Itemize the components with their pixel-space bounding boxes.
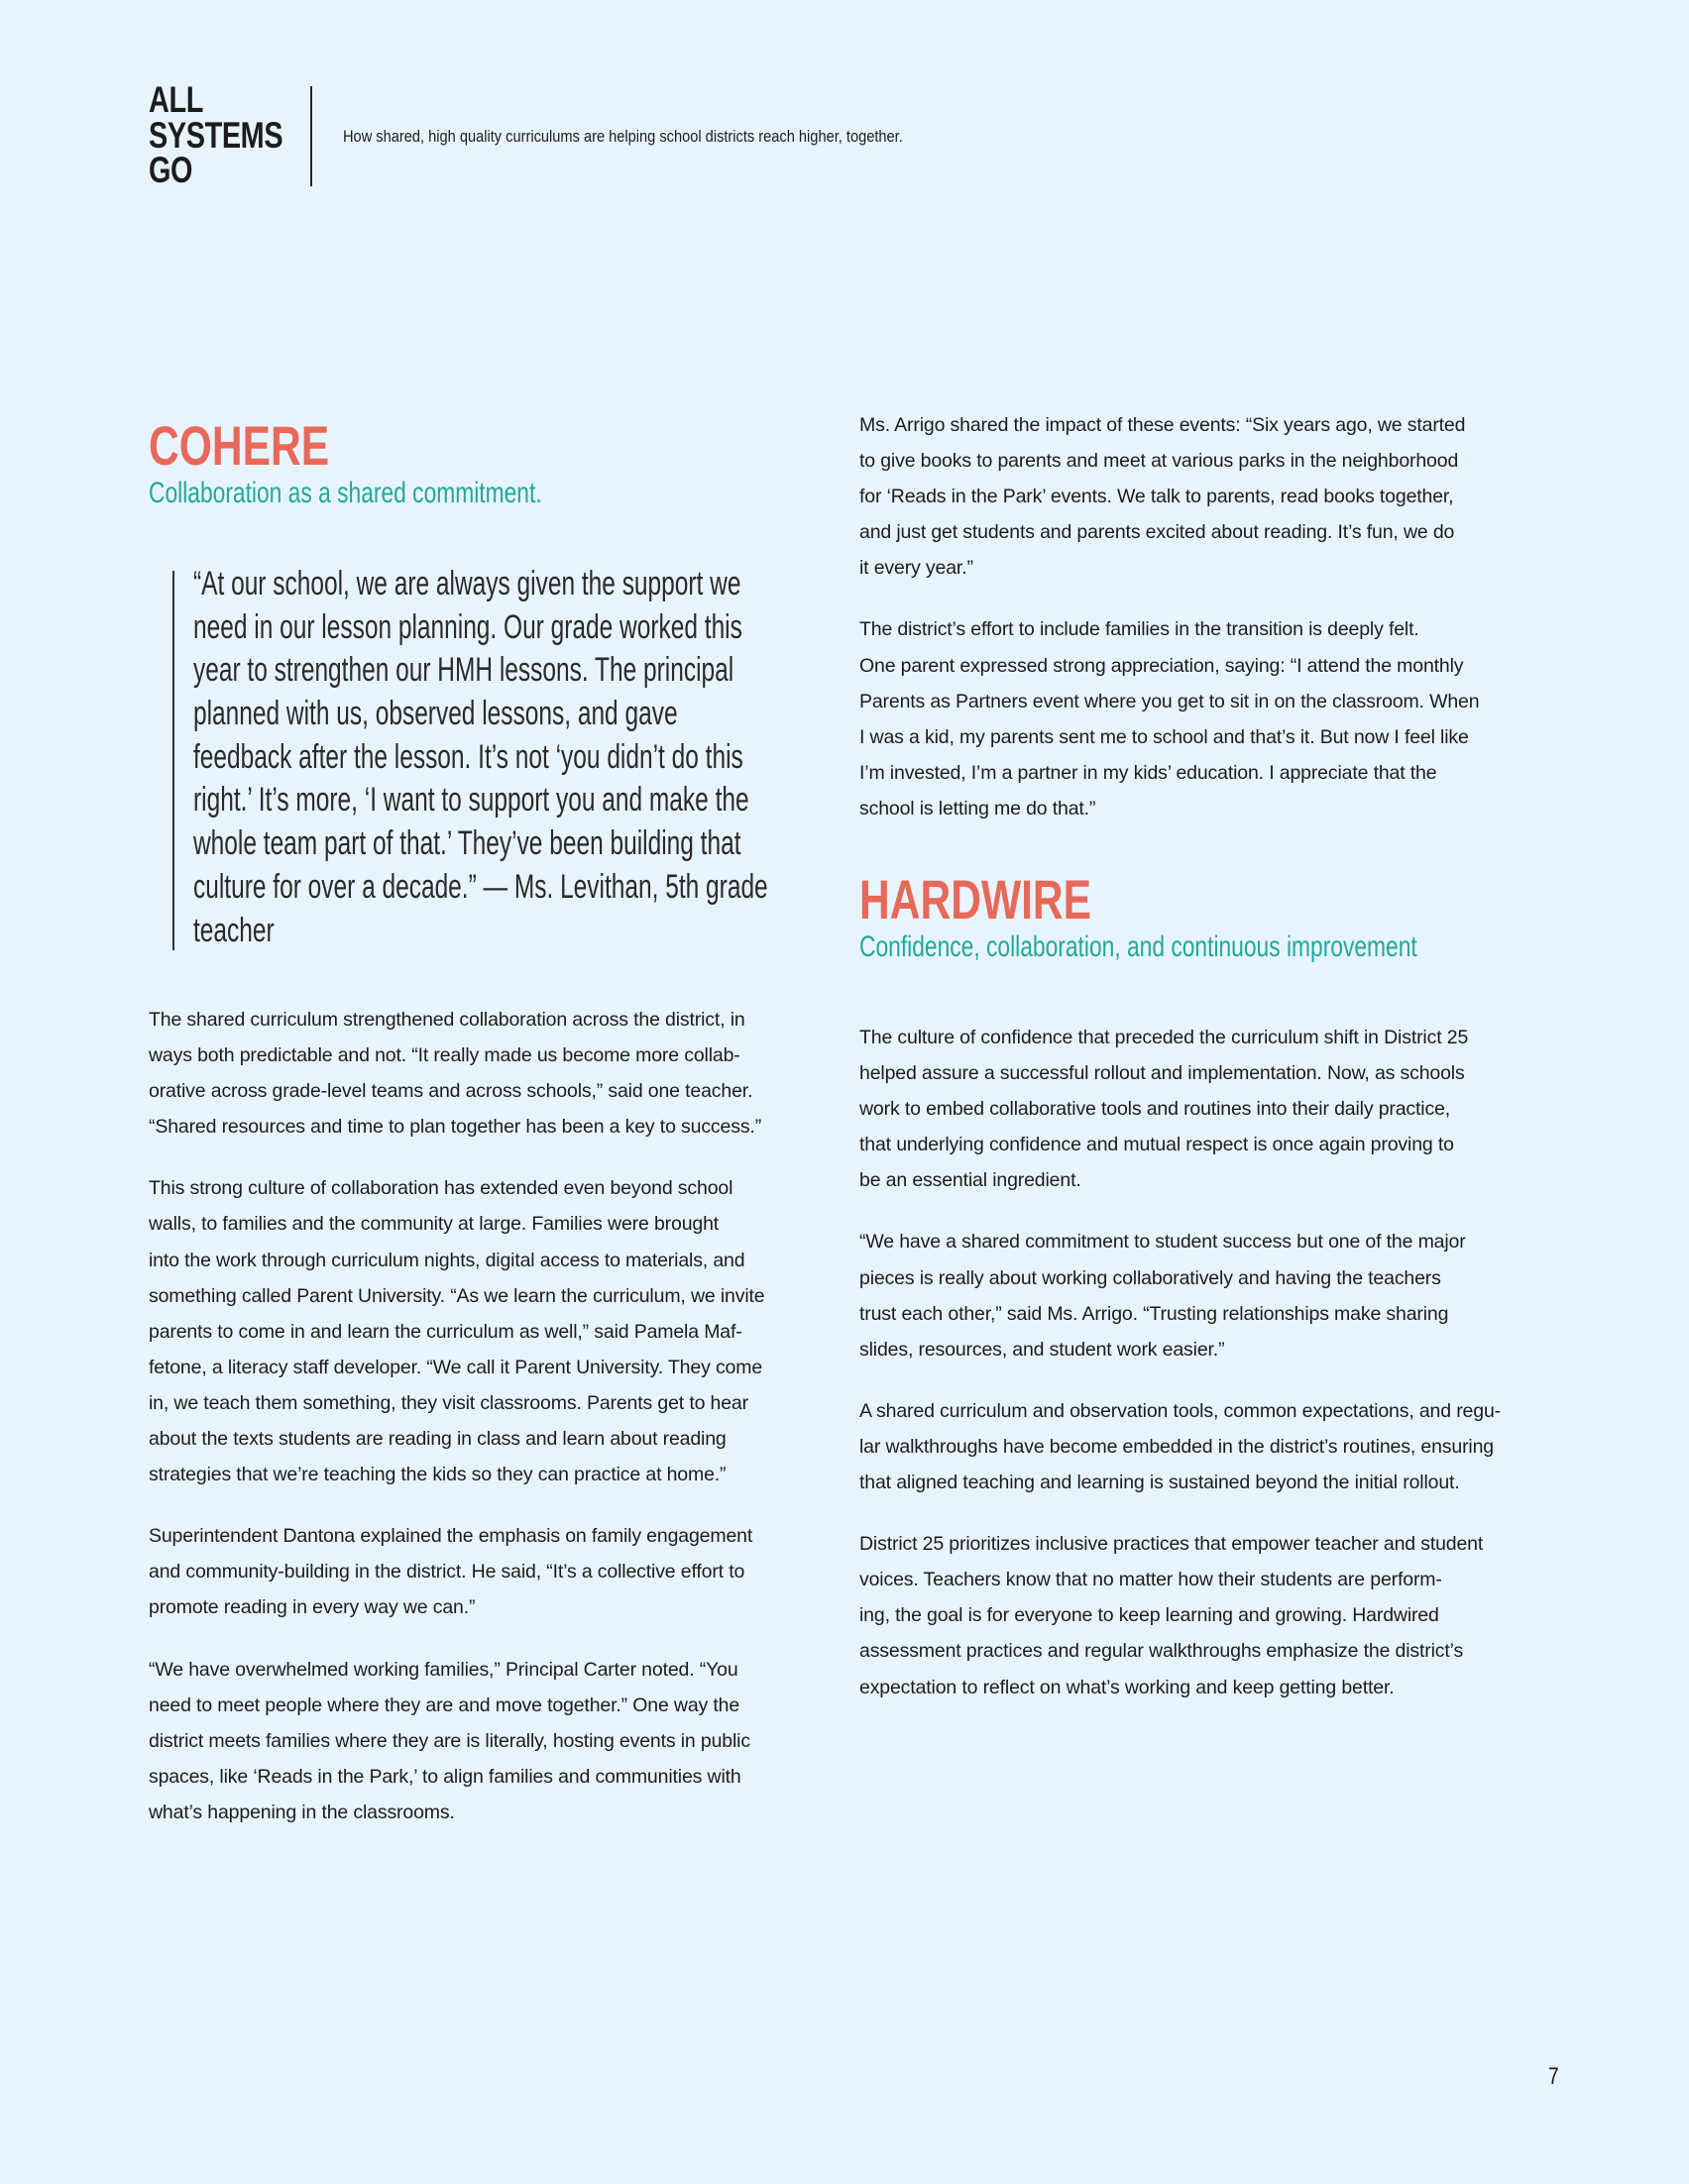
paragraph-line: lar walkthroughs have become embedded in the district’s routines, ensuring: [859, 1435, 1494, 1458]
paragraph-line: that aligned teaching and learning is sustained beyond the initial rollout.: [859, 1472, 1460, 1494]
logo-line: SYSTEMS: [149, 114, 283, 156]
body-paragraph: [859, 1393, 1553, 1500]
paragraph-line: in, we teach them something, they visit classrooms. Parents get to hear: [149, 1391, 748, 1414]
paragraph-line: ways both predictable and not. “It really made us become more collab-: [149, 1044, 740, 1067]
body-paragraph: [859, 407, 1553, 586]
paragraph-line: voices. Teachers know that no matter how their students are perform-: [859, 1569, 1442, 1591]
paragraph-line: The shared curriculum strengthened collaboration across the district, in: [149, 1009, 745, 1031]
hardwire-title-text: HARDWIRE: [859, 868, 1092, 930]
body-paragraph: [149, 1518, 843, 1625]
paragraph-line: pieces is really about working collaboratively and having the teachers: [859, 1266, 1441, 1289]
paragraph-line: need to meet people where they are and move together.” One way the: [149, 1693, 740, 1716]
paragraph-line: be an essential ingredient.: [859, 1169, 1081, 1192]
paragraph-line: Ms. Arrigo shared the impact of these events: “Six years ago, we started: [859, 414, 1466, 436]
hardwire-body: [859, 1020, 1553, 1731]
quote-line: need in our lesson planning. Our grade worked this: [193, 607, 742, 646]
paragraph-line: what’s happening in the classrooms.: [149, 1801, 455, 1823]
paragraph-line: Superintendent Dantona explained the emphasis on family engagement: [149, 1525, 753, 1548]
paragraph-line: walls, to families and the community at large. Families were brought: [149, 1213, 720, 1236]
quote-line: whole team part of that.’ They’ve been building that: [193, 824, 741, 863]
body-paragraph: [859, 1526, 1553, 1704]
paragraph-line: “We have a shared commitment to student success but one of the major: [859, 1231, 1466, 1254]
paragraph-line: work to embed collaborative tools and routines into their daily practice,: [859, 1098, 1451, 1121]
hardwire-subtitle-text: Confidence, collaboration, and continuous improvement: [859, 930, 1417, 963]
paragraph-line: assessment practices and regular walkthroughs emphasize the district’s: [859, 1640, 1464, 1663]
quote-line: year to strengthen our HMH lessons. The principal: [193, 651, 734, 690]
logo-line: GO: [149, 150, 193, 190]
quote-line: “At our school, we are always given the support we: [193, 565, 741, 602]
section-title-hardwire: [859, 870, 1165, 929]
body-paragraph: [859, 1020, 1553, 1198]
paragraph-line: ing, the goal is for everyone to keep learning and growing. Hardwired: [859, 1604, 1439, 1627]
paragraph-line: district meets families where they are is literally, hosting events in public: [149, 1729, 750, 1752]
paragraph-line: promote reading in every way we can.”: [149, 1596, 476, 1619]
paragraph-line: for ‘Reads in the Park’ events. We talk to parents, read books together,: [859, 486, 1454, 508]
paragraph-line: spaces, like ‘Reads in the Park,’ to align families and communities with: [149, 1765, 741, 1788]
paragraph-line: fetone, a literacy staff developer. “We call it Parent University. They come: [149, 1356, 763, 1378]
paragraph-line: I was a kid, my parents sent me to school and that’s it. But now I feel like: [859, 725, 1469, 748]
quote-line: culture for over a decade.” — Ms. Levithan, 5th grade: [193, 867, 768, 906]
paragraph-line: into the work through curriculum nights, digital access to materials, and: [149, 1249, 745, 1271]
paragraph-line: and just get students and parents excited about reading. It’s fun, we do: [859, 521, 1455, 544]
paragraph-line: slides, resources, and student work easier.”: [859, 1338, 1225, 1361]
paragraph-line: The district’s effort to include families in the transition is deeply felt.: [859, 618, 1419, 641]
quote-line: right.’ It’s more, ‘I want to support you and make the: [193, 781, 749, 819]
paragraph-line: that underlying confidence and mutual respect is once again proving to: [859, 1134, 1454, 1156]
quote-line: feedback after the lesson. It’s not ‘you didn’t do this: [193, 737, 743, 776]
right-intro-body: [859, 407, 1553, 852]
tagline: [343, 126, 994, 148]
header-divider: [310, 86, 312, 186]
body-paragraph: [859, 611, 1553, 826]
section-subtitle-hardwire: [859, 928, 1593, 967]
paragraph-line: trust each other,” said Ms. Arrigo. “Trusting relationships make sharing: [859, 1302, 1449, 1325]
paragraph-line: A shared curriculum and observation tools, common expectations, and regu-: [859, 1399, 1501, 1422]
paragraph-line: “Shared resources and time to plan together has been a key to success.”: [149, 1116, 762, 1139]
paragraph-line: Parents as Partners event where you get to sit in on the classroom. When: [859, 690, 1480, 712]
logo-line: ALL: [149, 79, 203, 120]
cohere-subtitle-text: Collaboration as a shared commitment.: [149, 477, 542, 509]
paragraph-line: orative across grade-level teams and across schools,” said one teacher.: [149, 1080, 753, 1103]
body-paragraph: [149, 1652, 843, 1830]
quote-line: teacher: [193, 911, 275, 949]
cohere-title-text: COHERE: [149, 414, 330, 477]
paragraph-line: to give books to parents and meet at various parks in the neighborhood: [859, 450, 1459, 473]
paragraph-line: I’m invested, I’m a partner in my kids’ education. I appreciate that the: [859, 761, 1437, 784]
paragraph-line: One parent expressed strong appreciation, saying: “I attend the monthly: [859, 654, 1464, 677]
quote-line: planned with us, observed lessons, and gave: [193, 695, 678, 733]
tagline-text: How shared, high quality curriculums are helping school districts reach higher, together.: [343, 127, 903, 146]
body-paragraph: [149, 1170, 843, 1492]
pull-quote-bar: [172, 571, 174, 950]
paragraph-line: it every year.”: [859, 557, 973, 580]
paragraph-line: expectation to reflect on what’s working and keep getting better.: [859, 1676, 1395, 1698]
section-title-cohere: [149, 416, 387, 476]
paragraph-line: strategies that we’re teaching the kids so they can practice at home.”: [149, 1464, 727, 1486]
section-subtitle-cohere: [149, 474, 666, 513]
body-paragraph: [859, 1224, 1553, 1366]
paragraph-line: parents to come in and learn the curriculum as well,” said Pamela Maf-: [149, 1320, 742, 1343]
paragraph-line: something called Parent University. “As we learn the curriculum, we invite: [149, 1284, 765, 1307]
logo: [149, 79, 320, 190]
cohere-body: [149, 1002, 843, 1856]
page-number-text: 7: [1548, 2063, 1559, 2090]
paragraph-line: This strong culture of collaboration has extended even beyond school: [149, 1177, 733, 1200]
page-number: [1548, 2063, 1561, 2091]
paragraph-line: District 25 prioritizes inclusive practices that empower teacher and student: [859, 1533, 1484, 1556]
paragraph-line: and community-building in the district. He said, “It’s a collective effort to: [149, 1561, 745, 1583]
paragraph-line: helped assure a successful rollout and implementation. Now, as schools: [859, 1062, 1465, 1085]
paragraph-line: school is letting me do that.”: [859, 797, 1096, 819]
paragraph-line: about the texts students are reading in class and learn about reading: [149, 1428, 727, 1451]
paragraph-line: The culture of confidence that preceded the curriculum shift in District 25: [859, 1027, 1469, 1048]
paragraph-line: “We have overwhelmed working families,” Principal Carter noted. “You: [149, 1658, 738, 1681]
body-paragraph: [149, 1002, 843, 1145]
